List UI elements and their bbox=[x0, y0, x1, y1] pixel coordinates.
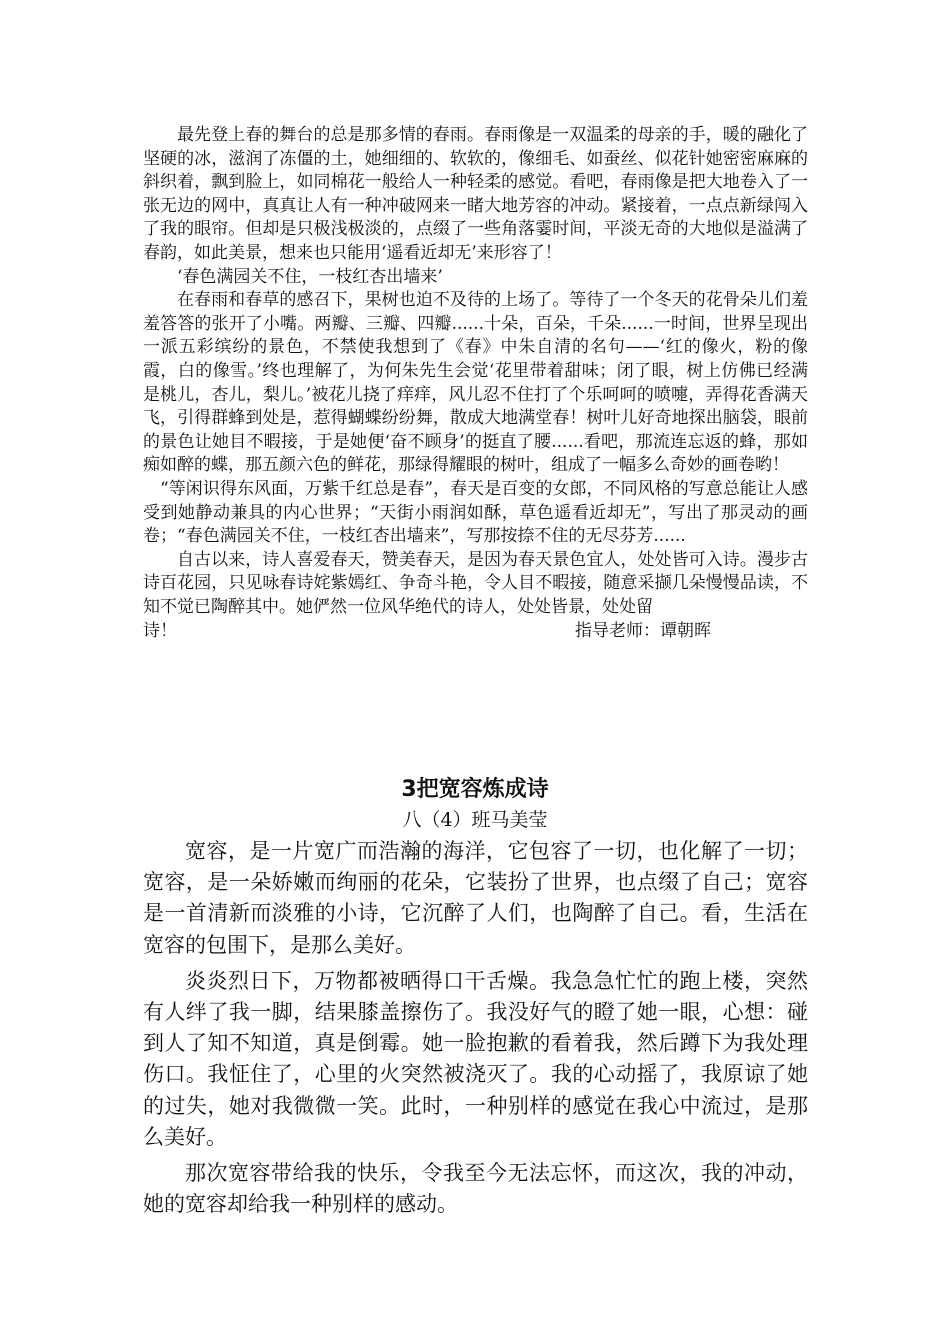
essay-1-paragraph: 在春雨和春草的感召下，果树也迫不及待的上场了。等待了一个冬天的花骨朵儿们羞羞答答的张开了小嘴。两瓣、三瓣、四瓣......十朵，百朵，千朵......一时间，世界呈现出一派五彩缤纷的景色，不禁使我想到了《春》中朱自清的名句——‘红的像火，粉的像霞，白的像雪。’终也理解了，为何朱先生会觉‘花里带着甜味；闭了眼，树上仿佛已经满是桃儿，杏儿，梨儿。’被花儿挠了痒痒，风儿忍不住打了个乐呵呵的喷嚏，弄得花香满天飞，引得群蜂到处是，惹得蝴蝶纷纷舞，散成大地满堂春！树叶儿好奇地探出脑袋，眼前的景色让她目不暇接，于是她便‘奋不顾身’的挺直了腰......看吧，那流连忘返的蜂，那如痴如醉的蝶，那五颜六色的鲜花，那绿得耀眼的树叶，组成了一幅多么奇妙的画卷哟！ bbox=[143, 290, 808, 476]
essay-2-paragraph: 那次宽容带给我的快乐，令我至今无法忘怀，而这次，我的冲动，她的宽容却给我一种别样的感动。 bbox=[143, 1161, 808, 1217]
essay-1-paragraph: “等闲识得东风面，万紫千红总是春”，春天是百变的女郎，不同风格的写意总能让人感受到她静动兼具的内心世界；“天街小雨润如酥，草色遥看近却无”，写出了那灵动的画卷；“春色满园关不住，一枝红杏出墙来”，写那按捺不住的无尽芬芳...... bbox=[143, 478, 808, 547]
essay-2-title: 3把宽容炼成诗 bbox=[401, 777, 549, 802]
essay-1-last-line: 诗！ bbox=[143, 621, 177, 642]
essay-2-paragraph: 炎炎烈日下，万物都被晒得口干舌燥。我急急忙忙的跑上楼，突然有人绊了我一脚，结果膝盖擦伤了。我没好气的瞪了她一眼，心想：碰到人了知不知道，真是倒霉。她一脸抱歉的看着我，然后蹲下为我处理伤口。我怔住了，心里的火突然被浇灭了。我的心动摇了，我原谅了她的过失，她对我微微一笑。此时，一种别样的感觉在我心中流过，是那么美好。 bbox=[143, 968, 808, 1149]
essay-1-paragraph: 自古以来，诗人喜爱春天，赞美春天，是因为春天景色宜人，处处皆可入诗。漫步古诗百花园，只见咏春诗姹紫嫣红、争奇斗艳，令人目不暇接，随意采撷几朵慢慢品读，不知不觉已陶醉其中。她俨然一位风华绝代的诗人，处处皆景，处处留 bbox=[143, 549, 808, 617]
advisor-credit: 指导老师：谭朝晖 bbox=[575, 621, 711, 642]
essay-1-quote-line: ‘春色满园关不住，一枝红杏出墙来’ bbox=[177, 266, 443, 287]
essay-1-paragraph: 最先登上春的舞台的总是那多情的春雨。春雨像是一双温柔的母亲的手，暖的融化了坚硬的冰，滋润了冻僵的土，她细细的、软软的，像细毛、如蚕丝、似花针她密密麻麻的斜织着，飘到脸上，如同棉花一般给人一种轻柔的感觉。看吧，春雨像是把大地卷入了一张无边的网中，真真让人有一种冲破网来一睹大地芳容的冲动。紧接着，一点点新绿闯入了我的眼帘。但却是只极浅极淡的，点缀了一些角落霎时间，平淡无奇的大地似是溢满了春韵，如此美景，想来也只能用‘遥看近却无’来形容了！ bbox=[143, 125, 808, 263]
essay-2-body bbox=[143, 836, 808, 1225]
essay-2-paragraph: 宽容，是一片宽广而浩瀚的海洋，它包容了一切，也化解了一切；宽容，是一朵娇嫩而绚丽的花朵，它装扮了世界，也点缀了自己；宽容是一首清新而淡雅的小诗，它沉醉了人们，也陶醉了自己。看，生活在宽容的包围下，是那么美好。 bbox=[143, 839, 808, 957]
essay-1-body bbox=[143, 124, 808, 643]
essay-2-byline: 八（4）班马美莹 bbox=[402, 809, 548, 831]
essay-1-closing-row bbox=[143, 619, 808, 643]
